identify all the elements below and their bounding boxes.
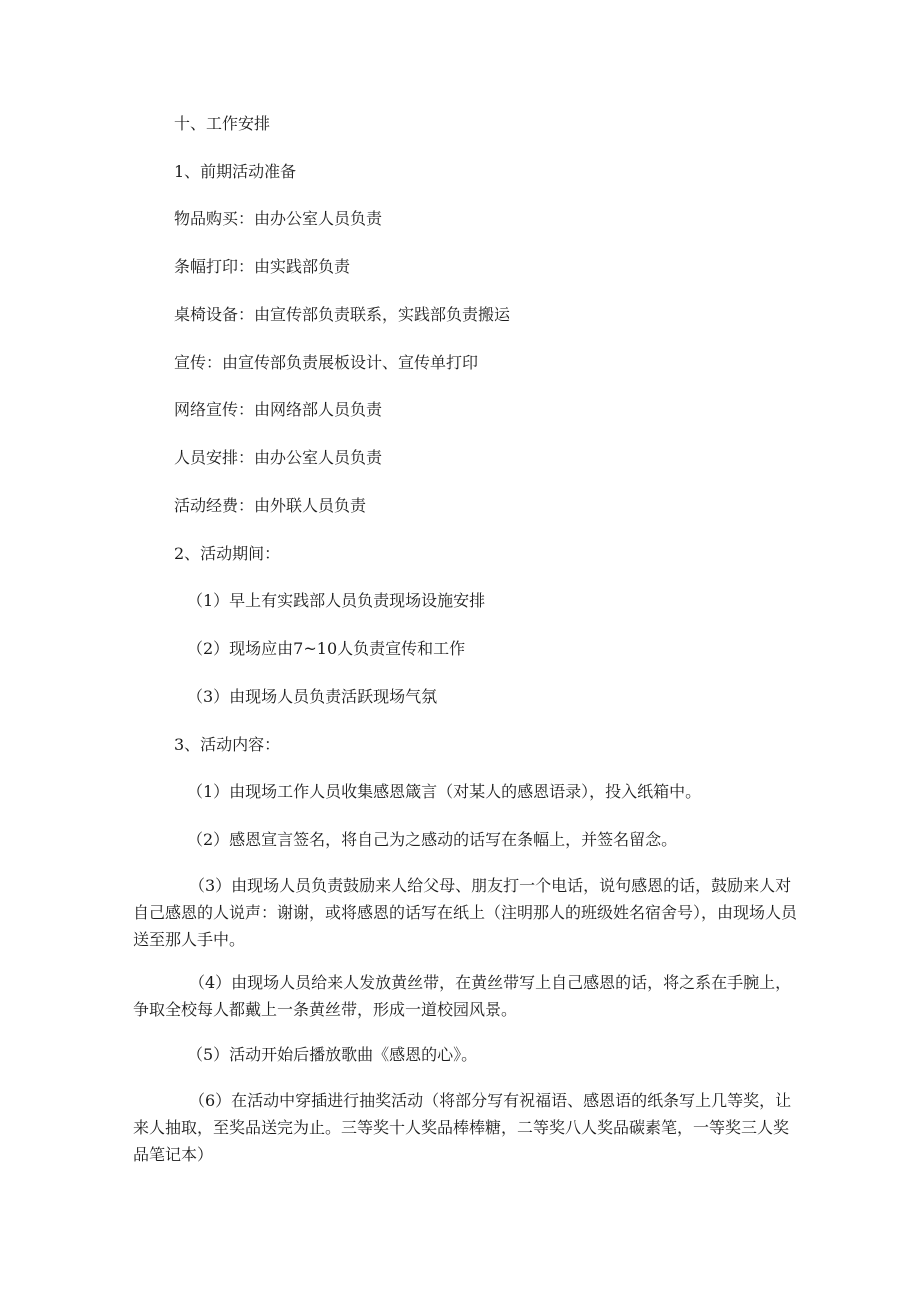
content-item: （4）由现场人员给来人发放黄丝带，在黄丝带写上自己感恩的话，将之系在手腕上，争取全校每人都戴上一条黄丝带，形成一道校园风景。	[133, 973, 792, 1019]
prep-item: 人员安排：由办公室人员负责	[174, 448, 383, 467]
prep-item: 活动经费：由外联人员负责	[174, 496, 367, 515]
prep-heading: 1、前期活动准备	[174, 162, 297, 181]
during-item: （2）现场应由7~10人负责宣传和工作	[187, 639, 466, 658]
content-item: （1）由现场工作人员收集感恩箴言（对某人的感恩语录），投入纸箱中。	[187, 782, 702, 801]
during-heading: 2、活动期间：	[174, 544, 281, 563]
content-item: （6）在活动中穿插进行抽奖活动（将部分写有祝福语、感恩语的纸条写上几等奖，让来人抽取，至奖品送完为止。三等奖十人奖品棒棒糖，二等奖八人奖品碳素笔，一等奖三人奖品笔记本）	[133, 1091, 792, 1164]
section-title: 十、工作安排	[174, 114, 271, 133]
during-item: （1）早上有实践部人员负责现场设施安排	[187, 591, 486, 610]
prep-item: 网络宣传：由网络部人员负责	[174, 400, 383, 419]
content-item: （2）感恩宣言签名，将自己为之感动的话写在条幅上，并签名留念。	[187, 830, 678, 849]
during-item: （3）由现场人员负责活跃现场气氛	[187, 687, 438, 706]
content-item: （3）由现场人员负责鼓励来人给父母、朋友打一个电话，说句感恩的话，鼓励来人对自己感恩的人说声：谢谢，或将感恩的话写在纸上（注明那人的班级姓名宿舍号），由现场人员送至那人手中。	[133, 876, 798, 949]
content-item: （5）活动开始后播放歌曲《感恩的心》。	[187, 1045, 478, 1064]
prep-item: 条幅打印：由实践部负责	[174, 257, 351, 276]
prep-item: 桌椅设备：由宣传部负责联系，实践部负责搬运	[174, 305, 511, 324]
prep-item: 宣传：由宣传部负责展板设计、宣传单打印	[174, 353, 479, 372]
prep-item: 物品购买：由办公室人员负责	[174, 209, 383, 228]
content-heading: 3、活动内容：	[174, 735, 281, 754]
